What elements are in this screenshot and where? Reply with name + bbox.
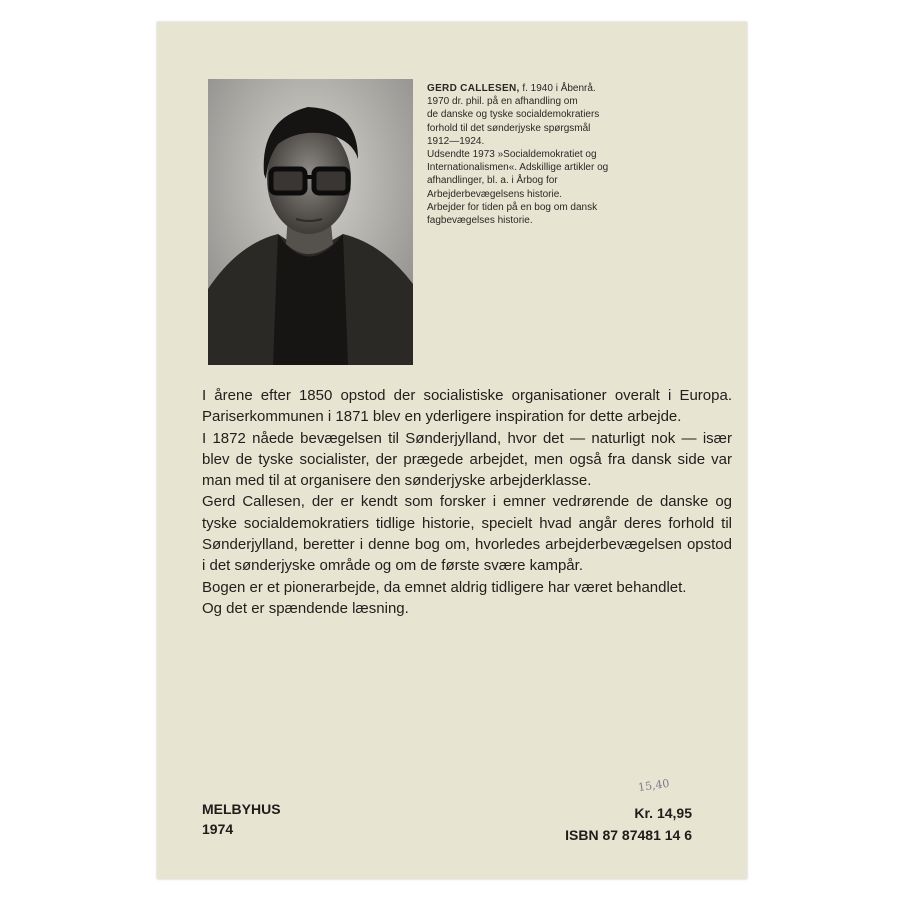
author-bio: [427, 82, 727, 227]
author-bio-line-1: 1970 dr. phil. på en afhandling om: [427, 96, 578, 108]
author-bio-line-10: fagbevægelses historie.: [427, 215, 533, 227]
price-isbn-block: [565, 802, 692, 846]
author-photo: [208, 79, 413, 365]
description-paragraph: I 1872 nåede bevægelsen til Sønderjylland, hvor det — naturligt nok — især blev de tyske socialister, der prægede arbejdet, men også fra dansk side var man med til at organisere den sønderjyske arbejderklasse.: [202, 429, 732, 490]
author-bio-line-3: forhold til det sønderjyske spørgsmål: [427, 122, 591, 134]
description-paragraph: I årene efter 1850 opstod der socialistiske organisationer overalt i Europa. Pariserkommunen i 1871 blev en yderligere inspiration for dette arbejde.: [202, 387, 732, 426]
author-bio-line-4: 1912—1924.: [427, 135, 485, 147]
publication-year: 1974: [202, 821, 234, 837]
price: Kr. 14,95: [634, 805, 692, 821]
publisher-name: MELBYHUS: [202, 801, 281, 817]
description-paragraph: Gerd Callesen, der er kendt som forsker i emner vedrørende de danske og tyske socialdemokratiers tidlige historie, specielt hvad angår deres forhold til Sønderjylland, beretter i denne bog om, hvorledes arbejderbevægelsen opstod i det sønderjyske område og om de første svære kampår.: [202, 493, 732, 575]
book-back-cover: [157, 22, 747, 879]
author-bio-line-9: Arbejder for tiden på en bog om dansk: [427, 201, 598, 213]
book-description: [202, 385, 732, 619]
description-paragraph: Bogen er et pionerarbejde, da emnet aldrig tidligere har været behandlet.: [202, 578, 687, 596]
author-bio-line-5: Udsendte 1973 »Socialdemokratiet og: [427, 149, 597, 161]
handwritten-price-note: 15,40: [637, 776, 671, 795]
publisher-block: [202, 799, 281, 839]
author-bio-line-8: Arbejderbevægelsens historie.: [427, 188, 563, 200]
author-bio-line-2: de danske og tyske socialdemokratiers: [427, 109, 600, 121]
author-bio-line-6: Internationalismen«. Adskillige artikler og: [427, 162, 609, 174]
author-bio-line-0: GERD CALLESEN, f. 1940 i Åbenrå.: [427, 83, 596, 94]
isbn: ISBN 87 87481 14 6: [565, 827, 692, 843]
author-bio-line-7: afhandlinger, bl. a. i Årbog for: [427, 175, 558, 187]
description-paragraph: Og det er spændende læsning.: [202, 599, 409, 617]
author-name: GERD CALLESEN,: [427, 83, 520, 94]
author-portrait-image: [208, 79, 413, 365]
